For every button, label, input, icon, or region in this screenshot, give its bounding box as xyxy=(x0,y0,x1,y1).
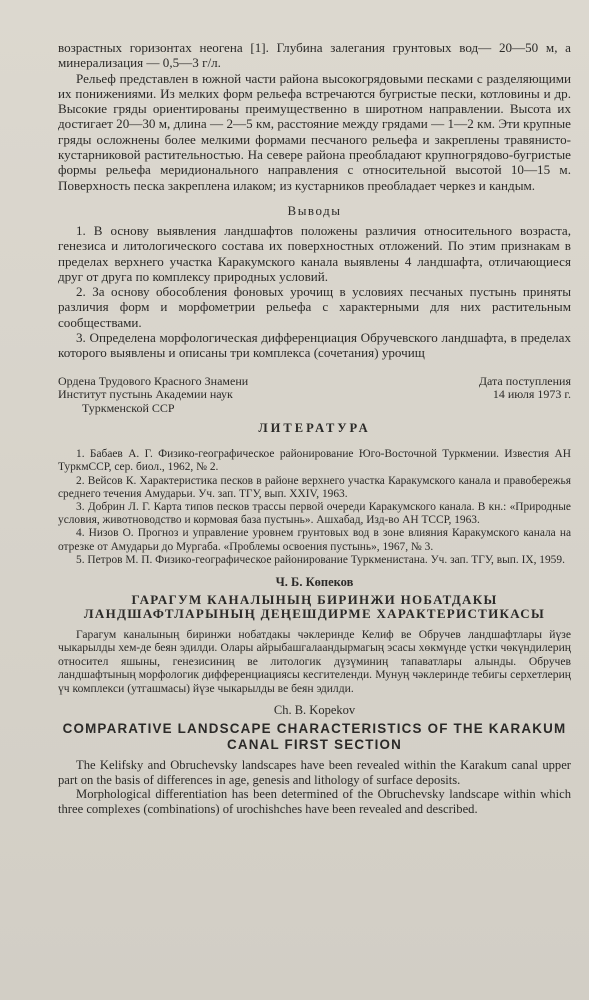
signature-block xyxy=(58,375,571,416)
reference-item: 2. Вейсов К. Характеристика песков в районе верхнего участка Каракумского канала и правобережья среднего течения Амударьи. Уч. зап. ТГУ, вып. XXIV, 1963. xyxy=(58,474,571,500)
relief-paragraph: Рельеф представлен в южной части района высокогрядовыми песками с разделяющими их понижениями. Из мелких форм рельефа встречаются бугристые пески, котловины и др. Высокие гряды ориентированы преимущественно в широтном направлении. Высота их достигает 20—30 м, длина — 2—5 км, расстояние между грядами — 1—2 км. Эти крупные гряды осложнены более мелкими формами песчаного рельефа и закреплены травянисто-кустарниковой растительностью. На севере района преобладают крупногрядово-бугристые формы рельефа меридионального направления с относительной высотой 10—15 м. Поверхность песка закреплена илаком; из кустарников преобладает черкез и кандым. xyxy=(58,70,571,193)
date-label: Дата поступления xyxy=(478,373,571,388)
english-title: COMPARATIVE LANDSCAPE CHARACTERISTICS OF THE KARAKUM CANAL FIRST SECTION xyxy=(62,721,567,752)
institution-line: Туркменской ССР xyxy=(82,400,175,415)
turkmen-abstract: Гарагум каналының биринжи нобатдакы чәклеринде Келиф ве Обручев ландшафтлары йүзе чыкарылды хем-де беян эдилди. Олары айрыбашгалаандырмагың эсасы хөкмүнде үстки чөкүндилериң относител яшыны, генезисиниң ве литологик дүзүминиң тапаватлары алынды. Обручев ландшафтының морфологик дифференциациясы кесгителенди. Мунуң чәклеринде тебигы серхетлериң үч комплекси (утгашмасы) йүзе чыкарылды ве беян эдилди. xyxy=(58,627,571,695)
institution-line: Институт пустынь Академии наук xyxy=(58,387,233,402)
reference-item: 4. Низов О. Прогноз и управление уровнем грунтовых вод в зоне влияния Каракумского канала на отрезке от Амударьи до Мургаба. «Проблемы освоения пустынь», 1967, № 3. xyxy=(58,527,571,553)
english-abstract-p1: The Kelifsky and Obruchevsky landscapes have been revealed within the Karakum canal upper part on the basis of differences in age, genesis and lithology of surface deposits. xyxy=(58,758,571,787)
institution-line: Ордена Трудового Красного Знамени xyxy=(58,373,249,388)
reference-item: 5. Петров М. П. Физико-географическое районирование Туркменистана. Уч. зап. ТГУ, вып. IX, 1959. xyxy=(76,553,565,566)
date-value: 14 июля 1973 г. xyxy=(492,387,571,402)
english-abstract-p2: Morphological differentiation has been determined of the Obruchevsky landscape within which three complexes (combinations) of urochishches have been revealed and described. xyxy=(58,787,571,816)
reference-item: 1. Бабаев А. Г. Физико-географическое районирование Юго-Восточной Туркмении. Известия АН ТуркмССР, сер. биол., 1962, № 2. xyxy=(58,448,571,474)
reference-item: 3. Добрин Л. Г. Карта типов песков трассы первой очереди Каракумского канала. В кн.: «Природные условия, животноводство и кормовая база пустынь». Ашхабад, Изд-во АН ТССР, 1963. xyxy=(58,500,571,527)
intro-continuation: возрастных горизонтах неогена [1]. Глубина залегания грунтовых вод— 20—50 м, а минерализация — 0,5—3 г/л. xyxy=(58,40,571,71)
turkmen-abstract-block xyxy=(58,628,571,695)
english-abstract-block xyxy=(58,758,571,816)
institution xyxy=(58,375,366,416)
turkmen-author: Ч. Б. Көпеков xyxy=(275,574,354,589)
reference-list xyxy=(58,448,571,567)
conclusion-item: 2. За основу обособления фоновых урочищ в условиях песчаных пустынь приняты различия форм и морфометрии рельефа с характерными для них растительным сообществами. xyxy=(58,284,571,330)
conclusion-item: 1. В основу выявления ландшафтов положены различия относительного возраста, генезиса и литологического состава их поверхностных отложений. По этим признакам в пределах верхнего участка Каракумского канала выявлены 4 ландшафта, отличающиеся друг от друга по комплексу природных условий. xyxy=(58,222,571,284)
literature-heading: ЛИТЕРАТУРА xyxy=(258,421,371,436)
conclusions-heading: Выводы xyxy=(287,202,342,218)
english-author: Ch. B. Kopekov xyxy=(273,703,356,717)
turkmen-title: ГАРАГУМ КАНАЛЫНЫҢ БИРИНЖИ НОБАТДАКЫ ЛАНДШАФТЛАРЫНЫҢ ДЕҢЕШДИРМЕ ХАРАКТЕРИСТИКАСЫ xyxy=(83,591,546,622)
received-date xyxy=(479,375,571,416)
conclusion-item: 3. Определена морфологическая дифференциация Обручевского ландшафта, в пределах которого выявлены и описаны три комплекса (сочетания) урочищ xyxy=(58,330,571,361)
